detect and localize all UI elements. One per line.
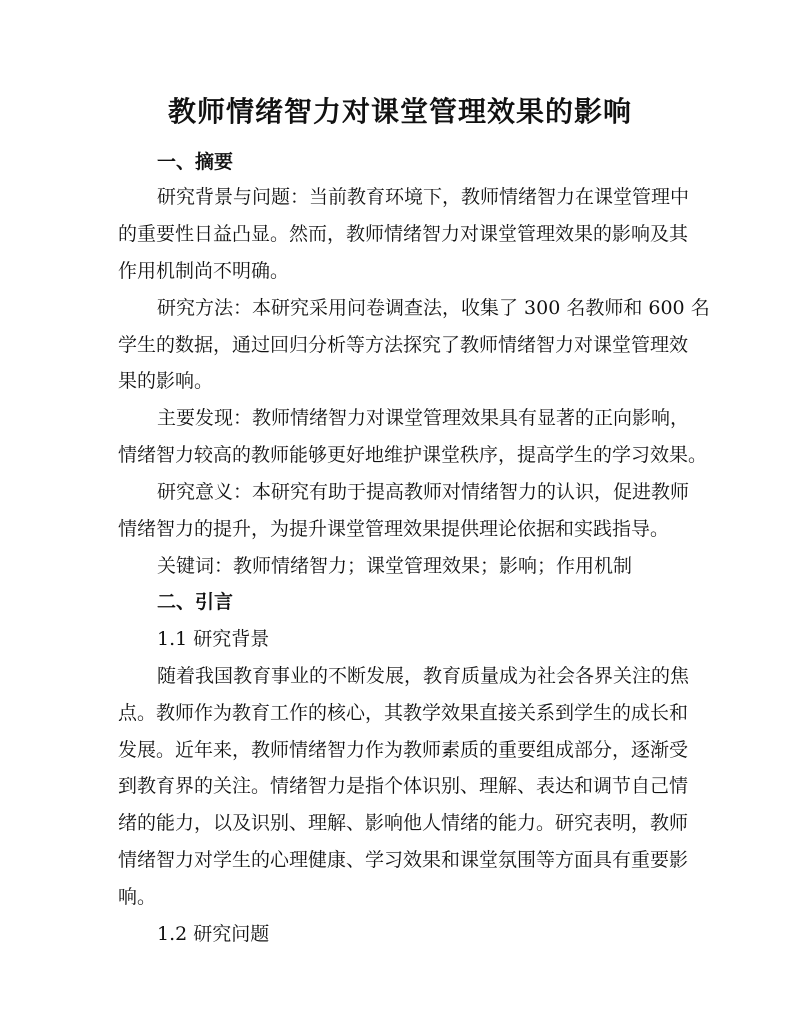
paragraph-line: 点。教师作为教育工作的核心，其教学效果直接关系到学生的成长和 (118, 702, 689, 724)
paragraph-line: 绪的能力，以及识别、理解、影响他人情绪的能力。研究表明，教师 (118, 812, 689, 834)
document-title: 教师情绪智力对课堂管理效果的影响 (167, 95, 632, 128)
paragraph-line: 研究方法：本研究采用问卷调查法，收集了 300 名教师和 600 名 (157, 297, 710, 319)
paragraph-line: 果的影响。 (118, 370, 214, 392)
paragraph-line: 学生的数据，通过回归分析等方法探究了教师情绪智力对课堂管理效 (118, 334, 689, 356)
paragraph-line: 到教育界的关注。情绪智力是指个体识别、理解、表达和调节自己情 (118, 775, 689, 797)
paragraph-line: 响。 (118, 886, 157, 908)
paragraph-line: 研究意义：本研究有助于提高教师对情绪智力的认识，促进教师 (157, 481, 690, 503)
paragraph-line: 的重要性日益凸显。然而，教师情绪智力对课堂管理效果的影响及其 (118, 223, 689, 245)
paragraph-line: 作用机制尚不明确。 (118, 260, 290, 282)
section-heading-introduction: 二、引言 (157, 591, 234, 613)
keywords-line: 关键词：教师情绪智力；课堂管理效果；影响；作用机制 (157, 555, 633, 577)
paragraph-line: 情绪智力对学生的心理健康、学习效果和课堂氛围等方面具有重要影 (118, 849, 689, 871)
paragraph-line: 随着我国教育事业的不断发展，教育质量成为社会各界关注的焦 (157, 665, 690, 687)
subsection-heading: 1.2 研究问题 (157, 923, 270, 945)
paragraph-line: 研究背景与问题：当前教育环境下，教师情绪智力在课堂管理中 (157, 186, 690, 208)
paragraph-line: 情绪智力的提升，为提升课堂管理效果提供理论依据和实践指导。 (118, 518, 670, 540)
paragraph-line: 发展。近年来，教师情绪智力作为教师素质的重要组成部分，逐渐受 (118, 739, 689, 761)
section-heading-abstract: 一、摘要 (157, 151, 234, 173)
paragraph-line: 主要发现：教师情绪智力对课堂管理效果具有显著的正向影响， (157, 407, 690, 429)
paragraph-line: 情绪智力较高的教师能够更好地维护课堂秩序，提高学生的学习效果。 (118, 444, 708, 466)
subsection-heading: 1.1 研究背景 (157, 628, 270, 650)
